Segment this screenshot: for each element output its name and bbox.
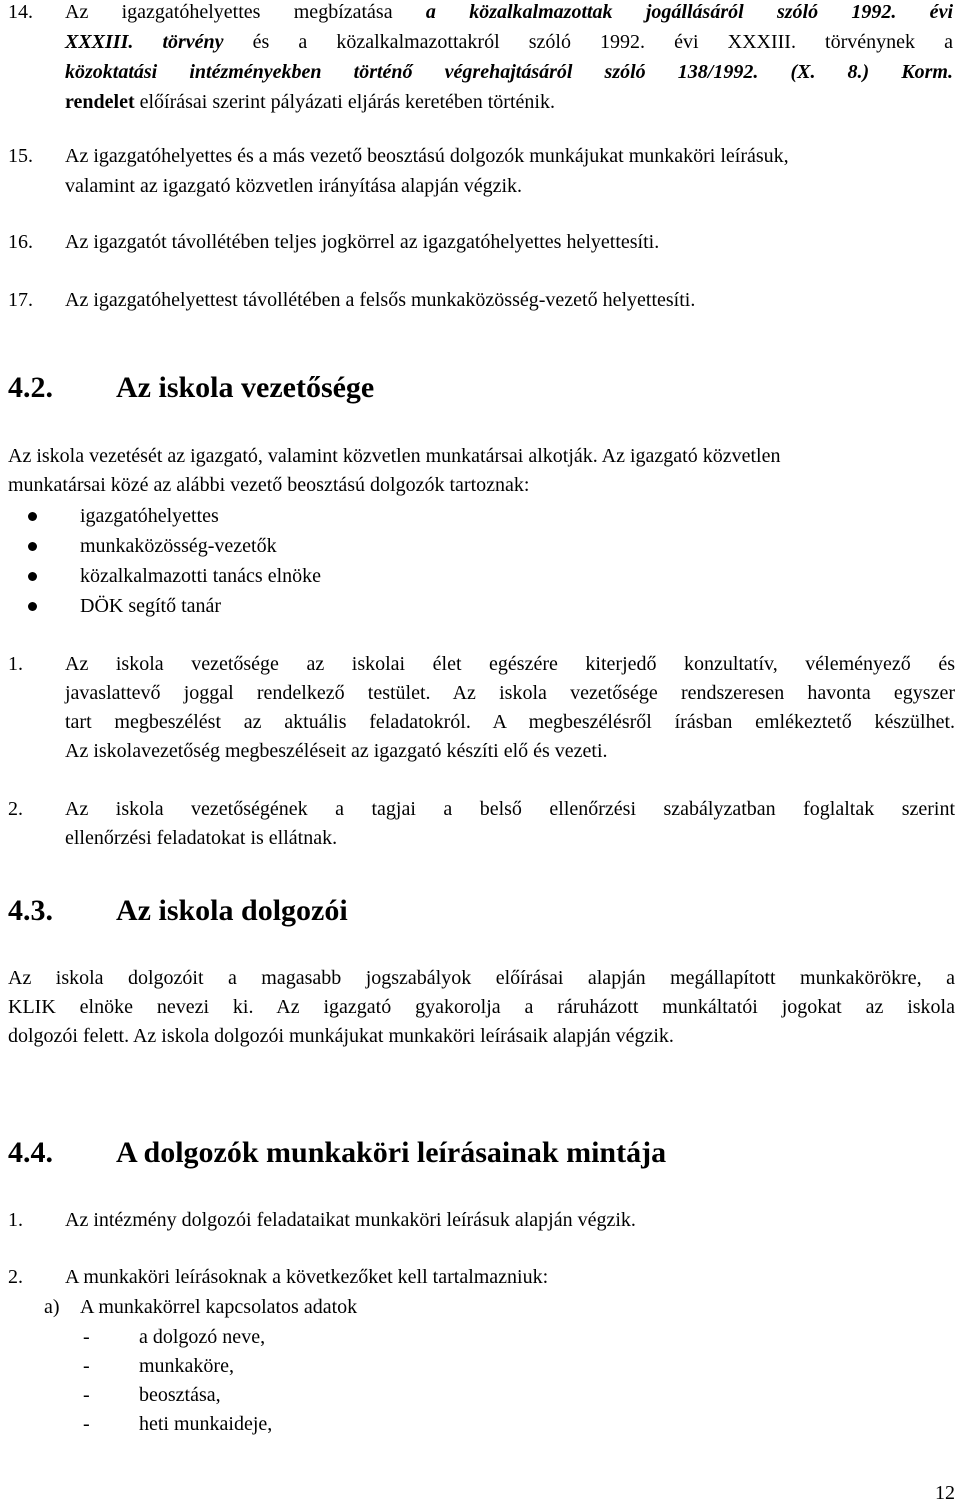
bullet-item: közalkalmazotti tanács elnöke	[80, 565, 322, 587]
section-4-2-intro-line-2: munkatársai közé az alábbi vezető beosztású dolgozók tartoznak:	[8, 474, 530, 496]
item-14-line-1: Az igazgatóhelyettes megbízatása a közalkalmazottak jogállásáról szóló 1992. évi	[65, 1, 953, 23]
section-4-2-p1-number: 1.	[8, 653, 23, 675]
dash-marker: -	[83, 1355, 90, 1377]
section-4-2-p2-number: 2.	[8, 798, 23, 820]
bullet-item: munkaközösség-vezetők	[80, 535, 277, 557]
dash-item: heti munkaideje,	[139, 1413, 273, 1435]
section-4-4-p1-number: 1.	[8, 1209, 23, 1231]
bullet-icon	[28, 542, 37, 551]
item-16-text: Az igazgatót távollétében teljes jogkörrel az igazgatóhelyettes helyettesíti.	[65, 231, 660, 253]
item-14-number: 14.	[8, 1, 33, 23]
section-4-2-p1-line-3: tart megbeszélést az aktuális feladatokról. A megbeszélésről írásban emlékeztető készülhet.	[65, 711, 955, 733]
section-4-3-line-2: KLIK elnöke nevezi ki. Az igazgató gyakorolja a ráruházott munkáltatói jogokat az iskola	[8, 996, 955, 1018]
item-16-number: 16.	[8, 231, 33, 253]
section-4-2-p2-line-1: Az iskola vezetőségének a tagjai a belső ellenőrzési szabályzatban foglaltak szerint	[65, 798, 955, 820]
section-4-2-intro-line-1: Az iskola vezetését az igazgató, valamint közvetlen munkatársai alkotják. Az igazgató közvetlen	[8, 445, 781, 467]
sub-a-text: A munkakörrel kapcsolatos adatok	[80, 1296, 358, 1318]
section-4-4-p2-text: A munkaköri leírásoknak a következőket kell tartalmazniuk:	[65, 1266, 549, 1288]
item-17-number: 17.	[8, 289, 33, 311]
dash-marker: -	[83, 1413, 90, 1435]
item-15-line-2: valamint az igazgató közvetlen irányítása alapján végzik.	[65, 175, 523, 197]
item-15-line-1: Az igazgatóhelyettes és a más vezető beosztású dolgozók munkájukat munkaköri leírásuk,	[65, 145, 789, 167]
section-4-2-number: 4.2.	[8, 371, 53, 404]
section-4-2-p1-line-1: Az iskola vezetősége az iskolai élet egészére kiterjedő konzultatív, véleményező és	[65, 653, 955, 675]
section-4-3-title: Az iskola dolgozói	[116, 894, 348, 927]
item-14-line-3: közoktatási intézményekben történő végrehajtásáról szóló 138/1992. (X. 8.) Korm.	[65, 61, 953, 83]
section-4-4-title: A dolgozók munkaköri leírásainak mintája	[116, 1136, 667, 1169]
section-4-2-p1-line-2: javaslattevő joggal rendelkező testület. Az iskola vezetősége rendszeresen havonta egyszer	[65, 682, 955, 704]
sub-a-label: a)	[44, 1296, 60, 1318]
section-4-4-number: 4.4.	[8, 1136, 53, 1169]
item-17-text: Az igazgatóhelyettest távollétében a felsős munkaközösség-vezető helyettesíti.	[65, 289, 696, 311]
section-4-4-p2-number: 2.	[8, 1266, 23, 1288]
bullet-icon	[28, 572, 37, 581]
section-4-2-p1-line-4: Az iskolavezetőség megbeszéléseit az igazgató készíti elő és vezeti.	[65, 740, 608, 762]
section-4-3-number: 4.3.	[8, 894, 53, 927]
section-4-3-line-3: dolgozói felett. Az iskola dolgozói munkájukat munkaköri leírásaik alapján végzik.	[8, 1025, 674, 1047]
section-4-4-p1-text: Az intézmény dolgozói feladataikat munkaköri leírásuk alapján végzik.	[65, 1209, 636, 1231]
section-4-2-title: Az iskola vezetősége	[116, 371, 375, 404]
dash-marker: -	[83, 1326, 90, 1348]
dash-marker: -	[83, 1384, 90, 1406]
dash-item: munkaköre,	[139, 1355, 234, 1377]
bullet-icon	[28, 602, 37, 611]
item-14-line-4: rendelet előírásai szerint pályázati eljárás keretében történik.	[65, 91, 555, 113]
bullet-icon	[28, 512, 37, 521]
section-4-2-p2-line-2: ellenőrzési feladatokat is ellátnak.	[65, 827, 338, 849]
bullet-item: DÖK segítő tanár	[80, 595, 222, 617]
bullet-item: igazgatóhelyettes	[80, 505, 219, 527]
dash-item: a dolgozó neve,	[139, 1326, 266, 1348]
dash-item: beosztása,	[139, 1384, 221, 1406]
page-number: 12	[935, 1482, 955, 1504]
item-14-line-2: XXXIII. törvény és a közalkalmazottakról szóló 1992. évi XXXIII. törvénynek a	[65, 31, 953, 53]
item-15-number: 15.	[8, 145, 33, 167]
section-4-3-line-1: Az iskola dolgozóit a magasabb jogszabályok előírásai alapján megállapított munkakörökre, a	[8, 967, 955, 989]
